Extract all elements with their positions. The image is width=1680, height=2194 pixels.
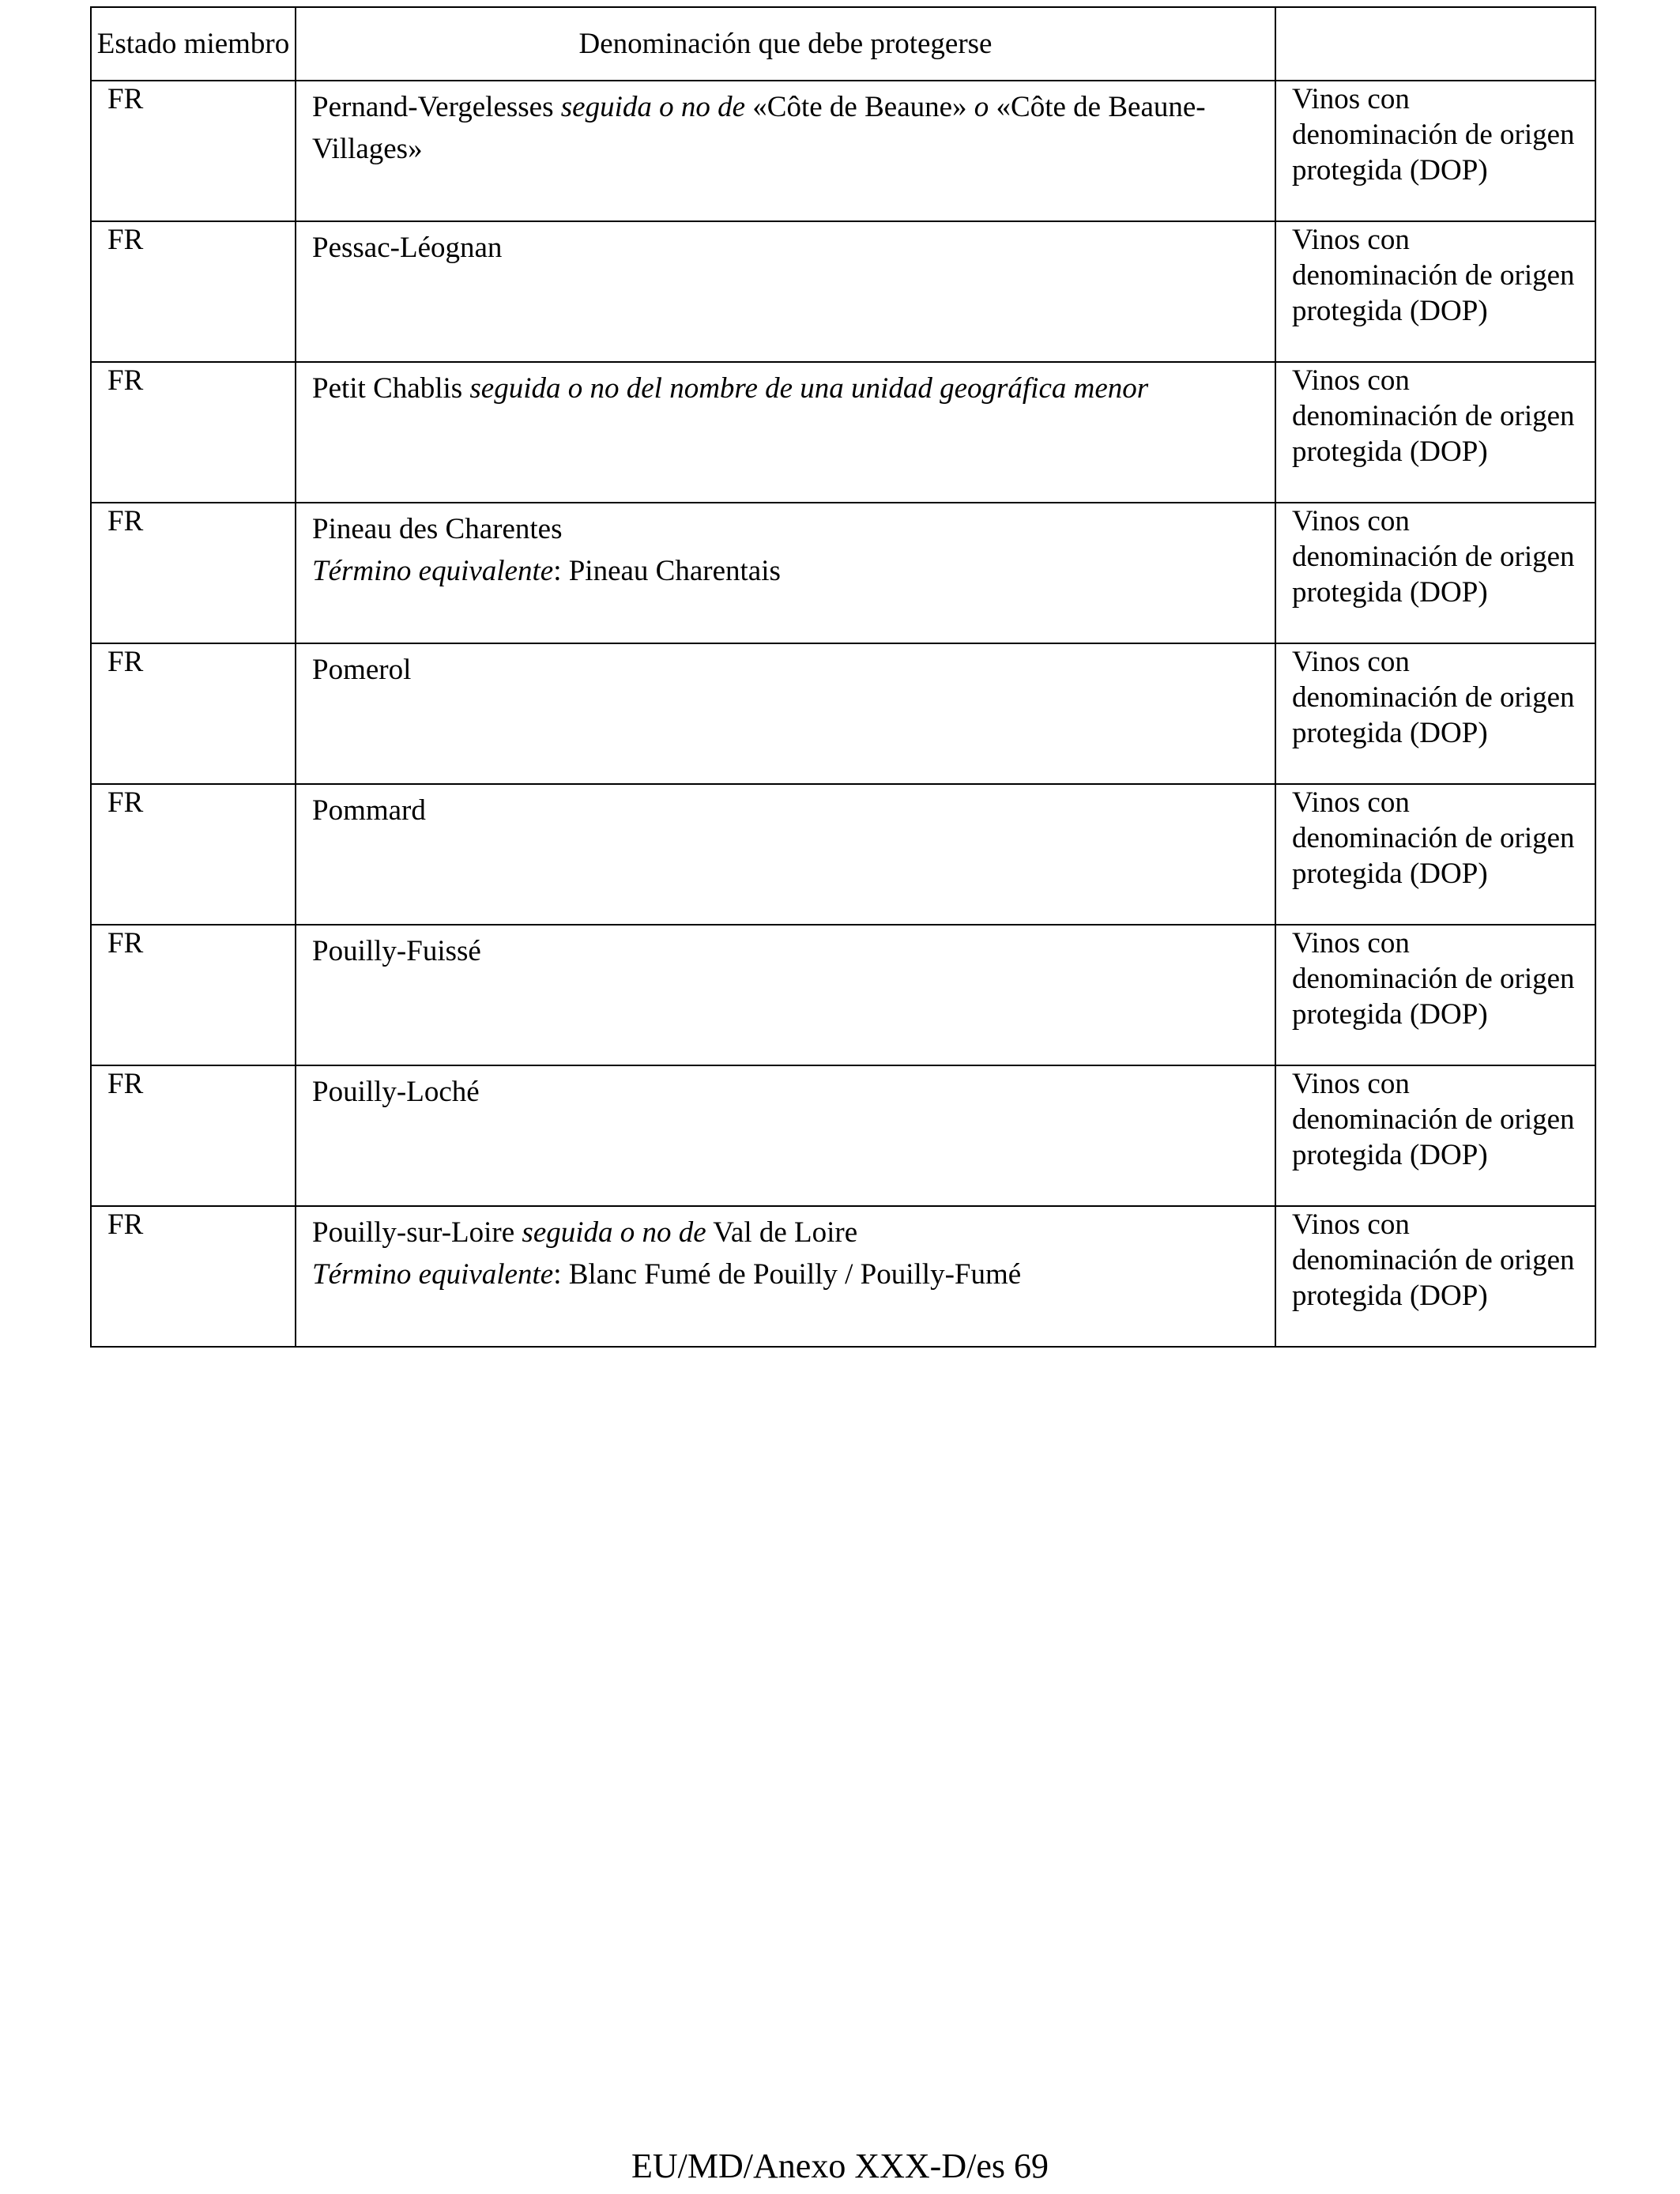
denomination-text: Pouilly-Loché — [312, 1076, 480, 1108]
product-category-cell: Vinos con denominación de origen protegida (DOP) — [1275, 784, 1595, 925]
member-state-cell: FR — [91, 1065, 296, 1206]
table-row — [91, 81, 1595, 221]
denomination-text: Pouilly-sur-Loire — [312, 1216, 522, 1249]
denomination-line — [312, 930, 1259, 972]
denomination-line — [312, 1071, 1259, 1113]
denomination-line — [312, 86, 1259, 170]
table-row — [91, 1206, 1595, 1347]
member-state-cell: FR — [91, 221, 296, 362]
denomination-cell — [296, 503, 1275, 643]
denomination-line — [312, 1212, 1259, 1253]
product-category-cell: Vinos con denominación de origen protegida (DOP) — [1275, 81, 1595, 221]
member-state-cell: FR — [91, 362, 296, 503]
member-state-cell: FR — [91, 503, 296, 643]
denomination-cell — [296, 784, 1275, 925]
denomination-text: Pineau des Charentes — [312, 513, 563, 545]
denomination-cell — [296, 362, 1275, 503]
member-state-cell: FR — [91, 643, 296, 784]
denomination-text: : Blanc Fumé de Pouilly / Pouilly-Fumé — [553, 1258, 1022, 1291]
denomination-line — [312, 550, 1259, 592]
denomination-text: «Côte de Beaune» — [745, 91, 974, 123]
denomination-qualifier-text: o — [974, 91, 989, 123]
table-row — [91, 784, 1595, 925]
denomination-cell — [296, 925, 1275, 1065]
denomination-text: Pernand-Vergelesses — [312, 91, 561, 123]
denomination-line — [312, 649, 1259, 691]
header-category — [1275, 7, 1595, 81]
header-name: Denominación que debe protegerse — [296, 7, 1275, 81]
table-row — [91, 503, 1595, 643]
denomination-text: Pommard — [312, 794, 426, 827]
table-header-row — [91, 7, 1595, 81]
denomination-line — [312, 368, 1259, 409]
denomination-qualifier-text: seguida o no de — [560, 91, 746, 123]
denomination-qualifier-text: seguida o no del nombre de una unidad geográfica menor — [469, 372, 1149, 405]
table-row — [91, 362, 1595, 503]
member-state-cell: FR — [91, 1206, 296, 1347]
table-row — [91, 925, 1595, 1065]
member-state-cell: FR — [91, 925, 296, 1065]
product-category-cell: Vinos con denominación de origen protegida (DOP) — [1275, 362, 1595, 503]
denomination-line — [312, 227, 1259, 269]
denomination-qualifier-text: Término equivalente — [312, 1258, 554, 1291]
product-category-cell: Vinos con denominación de origen protegida (DOP) — [1275, 643, 1595, 784]
header-state: Estado miembro — [91, 7, 296, 81]
denomination-text: Val de Loire — [706, 1216, 858, 1249]
denomination-cell — [296, 1065, 1275, 1206]
denomination-qualifier-text: seguida o no de — [522, 1216, 706, 1249]
denomination-line — [312, 790, 1259, 831]
member-state-cell: FR — [91, 81, 296, 221]
page-footer-reference: EU/MD/Anexo XXX-D/es 69 — [631, 2147, 1049, 2185]
denomination-text: Pomerol — [312, 654, 412, 686]
table-body — [91, 81, 1595, 1347]
table-row — [91, 1065, 1595, 1206]
table-row — [91, 221, 1595, 362]
denomination-text: Pouilly-Fuissé — [312, 935, 481, 967]
product-category-cell: Vinos con denominación de origen protegida (DOP) — [1275, 925, 1595, 1065]
denomination-text: «Côte de Beaune-Villages» — [312, 91, 1206, 165]
denomination-cell — [296, 643, 1275, 784]
product-category-cell: Vinos con denominación de origen protegida (DOP) — [1275, 1206, 1595, 1347]
denomination-line — [312, 508, 1259, 550]
denomination-line — [312, 1253, 1259, 1295]
denomination-text: Pessac-Léognan — [312, 232, 503, 264]
denomination-qualifier-text: Término equivalente — [312, 555, 554, 587]
denomination-cell — [296, 81, 1275, 221]
denomination-text: Petit Chablis — [312, 372, 470, 405]
table-row — [91, 643, 1595, 784]
denominations-table — [90, 6, 1596, 1348]
member-state-cell: FR — [91, 784, 296, 925]
product-category-cell: Vinos con denominación de origen protegida (DOP) — [1275, 221, 1595, 362]
product-category-cell: Vinos con denominación de origen protegida (DOP) — [1275, 503, 1595, 643]
denomination-text: : Pineau Charentais — [553, 555, 781, 587]
denomination-cell — [296, 1206, 1275, 1347]
denomination-cell — [296, 221, 1275, 362]
product-category-cell: Vinos con denominación de origen protegida (DOP) — [1275, 1065, 1595, 1206]
